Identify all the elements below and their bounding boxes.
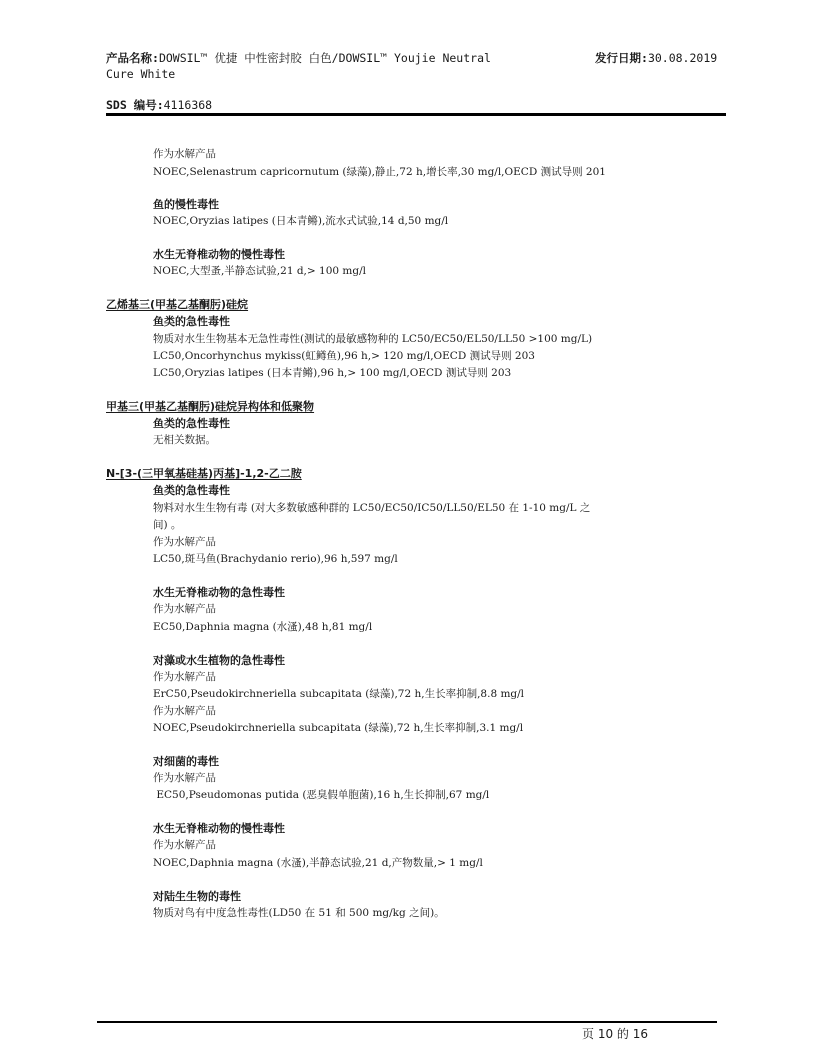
issue-date-label: 发行日期: <box>595 51 648 65</box>
s3-line12: 作为水解产品 <box>153 839 216 851</box>
sds-number <box>106 97 212 113</box>
s1-line2: LC50,Oncorhynchus mykiss(虹鳟鱼),96 h,> 120 mg/l,OECD 测试导则 203 <box>153 350 535 362</box>
s1-line1: 物质对水生生物基本无急性毒性(测试的最敏感物种的 LC50/EC50/EL50/LL50 >100 mg/L) <box>153 333 593 345</box>
s3-line13: NOEC,Daphnia magna (水溞),半静态试验,21 d,产物数量,> 1 mg/l <box>153 857 483 869</box>
s3-line7: ErC50,Pseudokirchneriella subcapitata (绿藻),72 h,生长率抑制,8.8 mg/l <box>153 688 525 700</box>
s3-line1a: 物料对水生生物有毒 (对大多数敏感种群的 LC50/EC50/IC50/LL50/EL50 在 1-10 mg/L 之 <box>153 502 591 514</box>
s0-line4: NOEC,大型蚤,半静态试验,21 d,> 100 mg/l <box>153 265 366 277</box>
header-rule <box>106 113 726 116</box>
s3-heading-terrestrial: 对陆生生物的毒性 <box>153 890 241 903</box>
s2-line1: 无相关数据。 <box>153 434 216 446</box>
s3-substance-title: N-[3-(三甲氧基硅基)丙基]-1,2-乙二胺 <box>106 467 302 480</box>
footer-rule <box>97 1021 717 1023</box>
s3-heading-fish-acute: 鱼类的急性毒性 <box>153 484 230 497</box>
issue-date <box>595 50 717 66</box>
s3-line6: 作为水解产品 <box>153 671 216 683</box>
s1-substance-title: 乙烯基三(甲基乙基酮肟)硅烷 <box>106 298 249 311</box>
s3-line14: 物质对鸟有中度急性毒性(LD50 在 51 和 500 mg/kg 之间)。 <box>153 907 445 919</box>
s3-line2: 作为水解产品 <box>153 536 216 548</box>
s3-line3: LC50,斑马鱼(Brachydanio rerio),96 h,597 mg/l <box>153 553 398 565</box>
issue-date-value: 30.08.2019 <box>647 51 718 65</box>
s3-line11: EC50,Pseudomonas putida (恶臭假单胞菌),16 h,生长抑制,67 mg/l <box>153 789 490 801</box>
s0-heading-invert-chronic: 水生无脊椎动物的慢性毒性 <box>153 248 285 261</box>
s2-substance-title: 甲基三(甲基乙基酮肟)硅烷异构体和低聚物 <box>106 400 315 413</box>
s0-heading-fish-chronic: 鱼的慢性毒性 <box>153 198 219 211</box>
sds-number-value: 4116368 <box>163 98 213 112</box>
s0-line1: 作为水解产品 <box>153 148 216 160</box>
product-name-value: DOWSIL™ 优捷 中性密封胶 白色/DOWSIL™ Youjie Neutral <box>158 51 491 65</box>
s3-line1b: 间) 。 <box>153 519 182 531</box>
s3-heading-bacteria: 对细菌的毒性 <box>153 755 219 768</box>
product-name-label: 产品名称: <box>106 51 159 65</box>
page-number: 页 10 的 16 <box>582 1027 648 1041</box>
s1-line3: LC50,Oryzias latipes (日本青鳉),96 h,> 100 mg/l,OECD 测试导则 203 <box>153 367 512 379</box>
s0-line2: NOEC,Selenastrum capricornutum (绿藻),静止,72 h,增长率,30 mg/l,OECD 测试导则 201 <box>153 166 606 178</box>
s3-heading-invert-chronic: 水生无脊椎动物的慢性毒性 <box>153 822 285 835</box>
s1-heading-fish-acute: 鱼类的急性毒性 <box>153 315 230 328</box>
sds-number-label: SDS 编号: <box>106 98 164 112</box>
s3-line5: EC50,Daphnia magna (水溞),48 h,81 mg/l <box>153 621 373 633</box>
s2-heading-fish-acute: 鱼类的急性毒性 <box>153 417 230 430</box>
product-name-line1 <box>106 50 491 66</box>
s3-heading-algae-acute: 对藻或水生植物的急性毒性 <box>153 654 285 667</box>
s3-line9: NOEC,Pseudokirchneriella subcapitata (绿藻),72 h,生长率抑制,3.1 mg/l <box>153 722 524 734</box>
s3-line8: 作为水解产品 <box>153 705 216 717</box>
s3-heading-invert-acute: 水生无脊椎动物的急性毒性 <box>153 586 285 599</box>
s0-line3: NOEC,Oryzias latipes (日本青鳉),流水式试验,14 d,50 mg/l <box>153 215 449 227</box>
product-name-line2: Cure White <box>106 67 176 81</box>
s3-line10: 作为水解产品 <box>153 772 216 784</box>
s3-line4: 作为水解产品 <box>153 603 216 615</box>
